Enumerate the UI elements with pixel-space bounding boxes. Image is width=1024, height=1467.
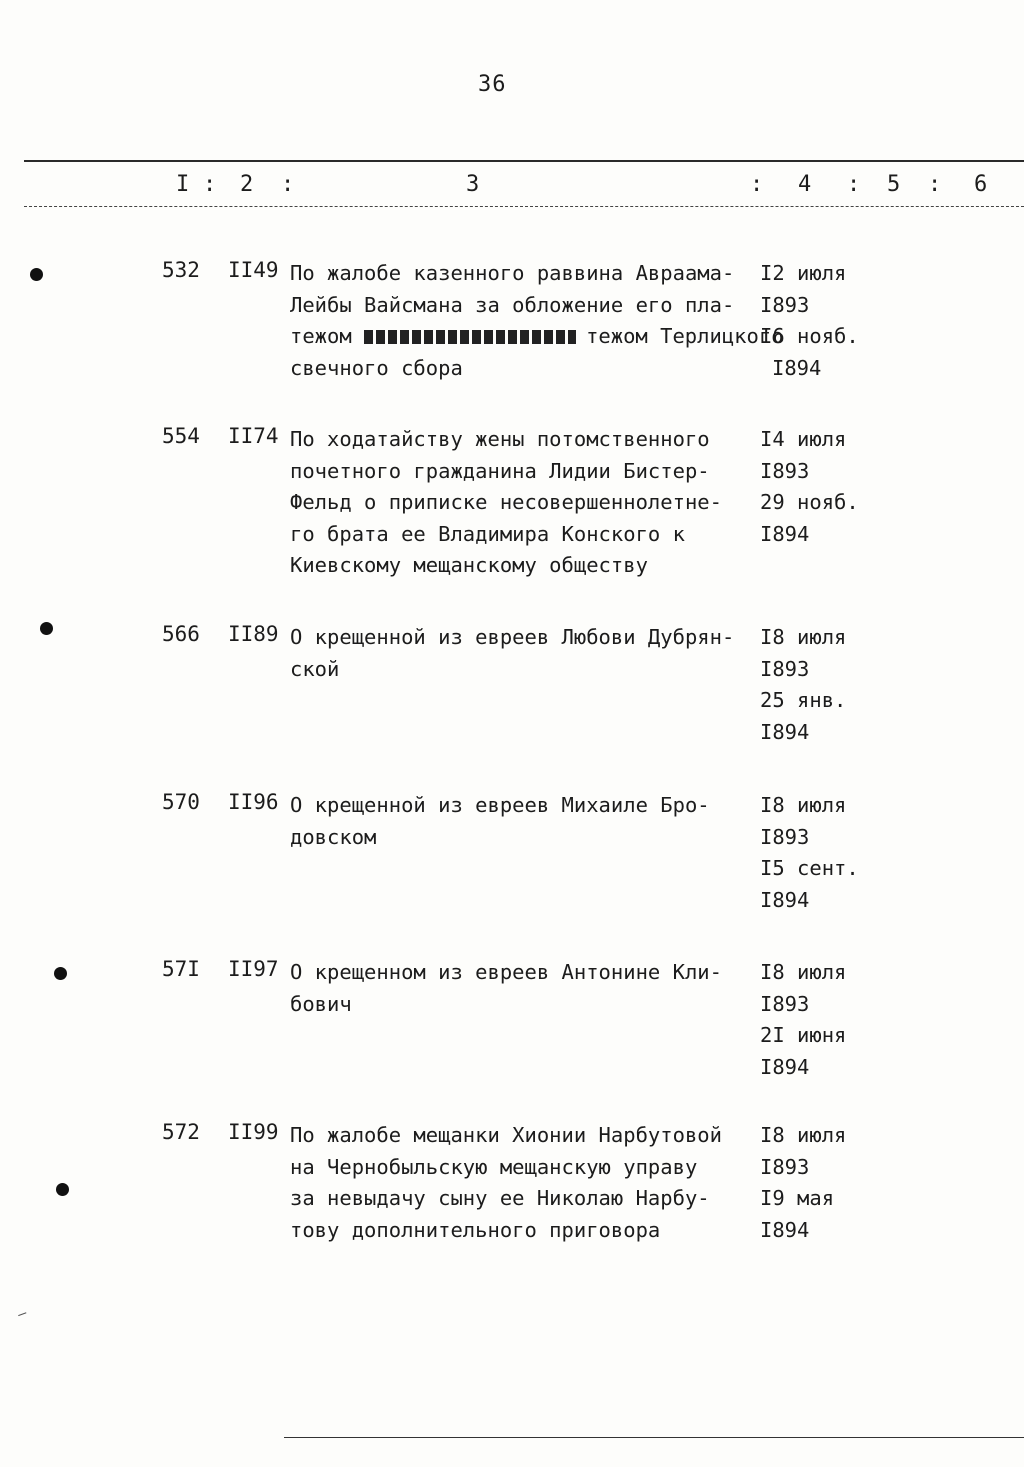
start-date: I4 июля <box>760 427 847 451</box>
end-year: I894 <box>760 1217 810 1242</box>
case-number: II97 <box>228 957 279 981</box>
entry-description <box>290 424 750 582</box>
start-year: I893 <box>760 656 810 681</box>
start-year: I893 <box>760 458 810 483</box>
description-line-start: тежом <box>290 324 365 348</box>
end-date: 2I июня <box>760 1023 847 1047</box>
entry-description <box>290 258 784 384</box>
entry-dates <box>760 424 900 550</box>
header-top-rule <box>24 160 1024 162</box>
description-line: По жалобе казенного раввина Авраама- <box>290 261 735 285</box>
description-line: на Чернобыльскую мещанскую управу <box>290 1154 698 1179</box>
entry-dates <box>760 622 900 748</box>
start-year: I893 <box>760 1154 810 1179</box>
start-date: I8 июля <box>760 793 847 817</box>
description-line: О крещенной из евреев Любови Дубрян- <box>290 625 735 649</box>
start-date: I8 июля <box>760 1123 847 1147</box>
col-3-label: 3 <box>466 172 480 197</box>
case-number: II96 <box>228 790 279 814</box>
entry-dates <box>760 790 900 916</box>
description-line: бович <box>290 991 352 1016</box>
end-date: I5 сент. <box>760 856 859 880</box>
col-5-label: 5 <box>887 172 901 197</box>
end-year: I894 <box>772 355 822 380</box>
entry-description <box>290 790 750 853</box>
start-year: I893 <box>760 991 810 1016</box>
column-header <box>0 172 1024 202</box>
punch-hole-mark <box>54 967 67 980</box>
end-year: I894 <box>760 719 810 744</box>
header-bottom-rule <box>24 206 1024 207</box>
end-date: I6 нояб. <box>760 324 859 348</box>
entry-description <box>290 622 750 685</box>
start-year: I893 <box>760 824 810 849</box>
end-date: I9 мая <box>760 1186 835 1210</box>
entry-description <box>290 957 750 1020</box>
footer-rule <box>284 1437 1024 1438</box>
punch-hole-mark <box>40 622 53 635</box>
col-6-label: 6 <box>974 172 988 197</box>
description-line: Лейбы Вайсмана за обложение его пла- <box>290 292 735 317</box>
col-separator: : <box>928 172 942 197</box>
entry-number: 554 <box>162 424 200 448</box>
end-year: I894 <box>760 1054 810 1079</box>
col-4-label: 4 <box>798 172 812 197</box>
description-line: довском <box>290 824 377 849</box>
case-number: II74 <box>228 424 279 448</box>
end-date: 29 нояб. <box>760 490 859 514</box>
page-number: 36 <box>478 72 507 97</box>
description-line: свечного сбора <box>290 355 463 380</box>
entry-number: 57I <box>162 957 200 981</box>
entry-dates <box>760 957 900 1083</box>
case-number: II49 <box>228 258 279 282</box>
description-line: По жалобе мещанки Хионии Нарбутовой <box>290 1123 722 1147</box>
description-line: По ходатайству жены потомственного <box>290 427 710 451</box>
struck-out-text <box>364 330 576 344</box>
entry-number: 572 <box>162 1120 200 1144</box>
description-line: Фельд о приписке несовершеннолетне- <box>290 490 722 514</box>
start-year: I893 <box>760 292 810 317</box>
col-separator: : <box>203 172 217 197</box>
description-line-end: тежом Терлицкого <box>586 324 784 348</box>
col-separator: : <box>847 172 861 197</box>
end-year: I894 <box>760 887 810 912</box>
description-line: ской <box>290 656 340 681</box>
col-1-label: I <box>176 172 190 197</box>
entry-number: 532 <box>162 258 200 282</box>
start-date: I8 июля <box>760 960 847 984</box>
description-line <box>290 321 784 353</box>
start-date: I8 июля <box>760 625 847 649</box>
description-line: го брата ее Владимира Конского к <box>290 521 685 546</box>
description-line: почетного гражданина Лидии Бистер- <box>290 458 710 483</box>
description-line: за невыдачу сыну ее Николаю Нарбу- <box>290 1186 710 1210</box>
entry-description <box>290 1120 750 1246</box>
start-date: I2 июля <box>760 261 847 285</box>
description-line: Киевскому мещанскому обществу <box>290 553 648 577</box>
entry-number: 566 <box>162 622 200 646</box>
description-line: О крещенной из евреев Михаиле Бро- <box>290 793 710 817</box>
entry-dates <box>760 1120 900 1246</box>
pen-mark: — <box>15 1305 29 1323</box>
punch-hole-mark <box>56 1183 69 1196</box>
col-separator: : <box>750 172 764 197</box>
description-line: О крещенном из евреев Антонине Кли- <box>290 960 722 984</box>
case-number: II99 <box>228 1120 279 1144</box>
case-number: II89 <box>228 622 279 646</box>
description-line: тову дополнительного приговора <box>290 1217 661 1242</box>
col-2-label: 2 <box>240 172 254 197</box>
entry-dates <box>760 258 900 384</box>
punch-hole-mark <box>30 268 43 281</box>
col-separator: : <box>281 172 295 197</box>
entry-number: 570 <box>162 790 200 814</box>
end-date: 25 янв. <box>760 688 847 712</box>
end-year: I894 <box>760 521 810 546</box>
